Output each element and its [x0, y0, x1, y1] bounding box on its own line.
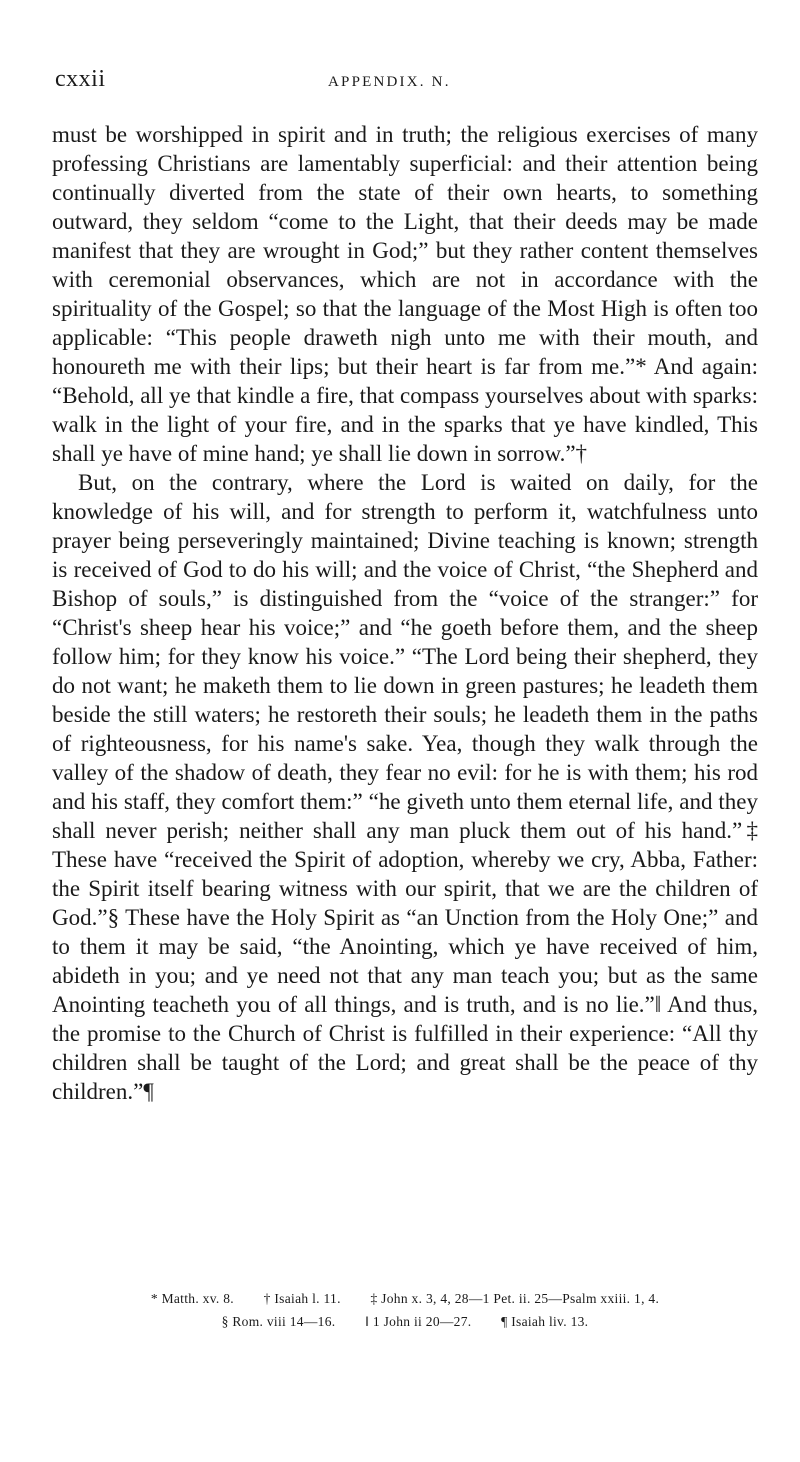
body-text [52, 120, 758, 1106]
footnote: § Rom. viii 14—16. [221, 1314, 336, 1329]
page-number: cxxii [55, 66, 106, 92]
footnote: ‡ John x. 3, 4, 28—1 Pet. ii. 25—Psalm xxiii. 1, 4. [370, 1291, 660, 1306]
running-head: APPENDIX. N. [328, 74, 451, 90]
footnote-line [52, 1287, 758, 1310]
footnote-line [52, 1310, 758, 1333]
footnote: * Matth. xv. 8. [150, 1291, 234, 1306]
paragraph: must be worshipped in spirit and in truth; the religious exercises of many professing Christians are lamentably superficial: and their attention being continually diverted from the state of their own hearts, to something outward, they seldom “come to the Light, that their deeds may be made manifest that they are wrought in God;” but they rather content themselves with ceremonial observances, which are not in accordance with the spirituality of the Gospel; so that the language of the Most High is often too applicable: “This people draweth nigh unto me with their mouth, and honoureth me with their lips; but their heart is far from me.”* And again: “Behold, all ye that kindle a fire, that compass yourselves about with sparks: walk in the light of your fire, and in the sparks that ye have kindled, This shall ye have of mine hand; ye shall lie down in sorrow.”† [52, 122, 758, 466]
paragraph: But, on the contrary, where the Lord is waited on daily, for the knowledge of his will, and for strength to perform it, watchfulness unto prayer being perseveringly maintained; Divine teaching is known; strength is received of God to do his will; and the voice of Christ, “the Shepherd and Bishop of souls,” is distinguished from the “voice of the stranger:” for “Christ's sheep hear his voice;” and “he goeth before them, and the sheep follow him; for they know his voice.” “The Lord being their shepherd, they do not want; he maketh them to lie down in green pastures; he leadeth them beside the still waters; he restoreth their souls; he leadeth them in the paths of righteousness, for his name's sake. Yea, though they walk through the valley of the shadow of death, they fear no evil: for he is with them; his rod and his staff, they comfort them:” “he giveth unto them eternal life, and they shall never perish; neither shall any man pluck them out of his hand.”‡ These have “received the Spirit of adoption, whereby we cry, Abba, Father: the Spirit itself bearing witness with our spirit, that we are the children of God.”§ These have the Holy Spirit as “an Unction from the Holy One;” and to them it may be said, “the Anointing, which ye have received of him, abideth in you; and ye need not that any man teach you; but as the same Anointing teacheth you of all things, and is truth, and is no lie.”‖ And thus, the promise to the Church of Christ is fulfilled in their experience: “All thy children shall be taught of the Lord; and great shall be the peace of thy children.”¶ [52, 470, 758, 1104]
footnote: ‖ 1 John ii 20—27. [365, 1314, 472, 1329]
footnote: ¶ Isaiah liv. 13. [501, 1314, 589, 1329]
footnotes [52, 1287, 758, 1333]
footnote: † Isaiah l. 11. [263, 1291, 341, 1306]
